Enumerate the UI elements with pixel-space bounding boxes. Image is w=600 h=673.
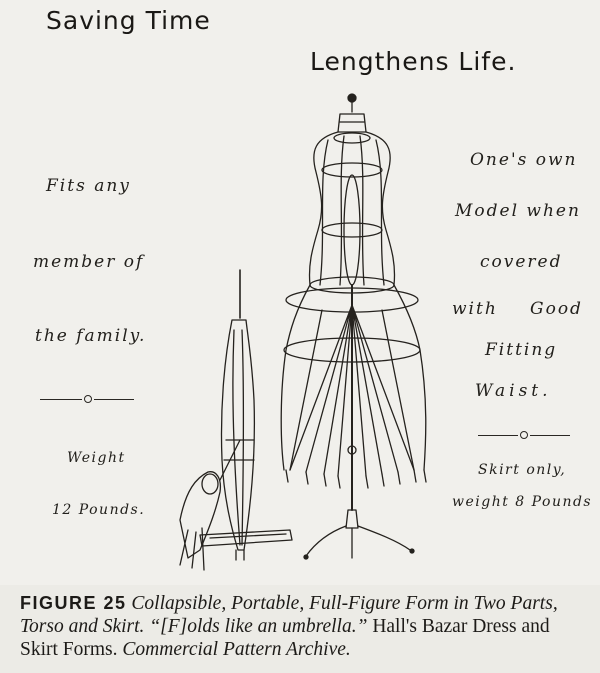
right-text-line-3: covered (480, 252, 563, 272)
skirt-cage (281, 285, 426, 488)
right-ornament-divider (478, 428, 570, 442)
figure-label: FIGURE 25 (20, 593, 127, 613)
left-ornament-divider (40, 392, 134, 406)
right-text-line-4b: Good (530, 299, 583, 319)
headline-right: Lengthens Life. (310, 47, 517, 76)
caption-title: Collapsible, Portable, Full-Figure Form in Two Parts, Torso and Skirt. (20, 593, 558, 637)
finial-knob (348, 94, 356, 112)
left-text-line-3: the family. (35, 326, 147, 346)
right-text-line-4a: with (452, 299, 498, 319)
dress-form-illustration (140, 80, 470, 580)
caption-archive: Commercial Pattern Archive. (122, 639, 351, 660)
torso-cage (309, 132, 394, 293)
skirt-weight-line-2: weight 8 Pounds (452, 494, 593, 510)
folded-skirt-form (221, 270, 254, 560)
weight-value: 12 Pounds. (52, 502, 146, 518)
caption-source: Hall's Bazar Dress and Skirt Forms. (20, 616, 550, 660)
right-text-line-5: Fitting (485, 340, 558, 360)
left-text-line-1: Fits any (46, 176, 131, 196)
weight-label: Weight (67, 450, 126, 466)
caption-quote: “[F]olds like an umbrella.” (149, 616, 368, 637)
figure-caption (20, 592, 590, 661)
right-text-line-6: Waist. (475, 381, 552, 401)
right-text-line-1: One's own (470, 150, 578, 170)
left-text-line-2: member of (33, 252, 145, 272)
headline-left: Saving Time (46, 6, 211, 35)
stand-tripod (304, 285, 414, 559)
skirt-weight-line-1: Skirt only, (478, 462, 567, 478)
torso-neck (338, 114, 366, 132)
right-text-line-2: Model when (455, 201, 581, 221)
